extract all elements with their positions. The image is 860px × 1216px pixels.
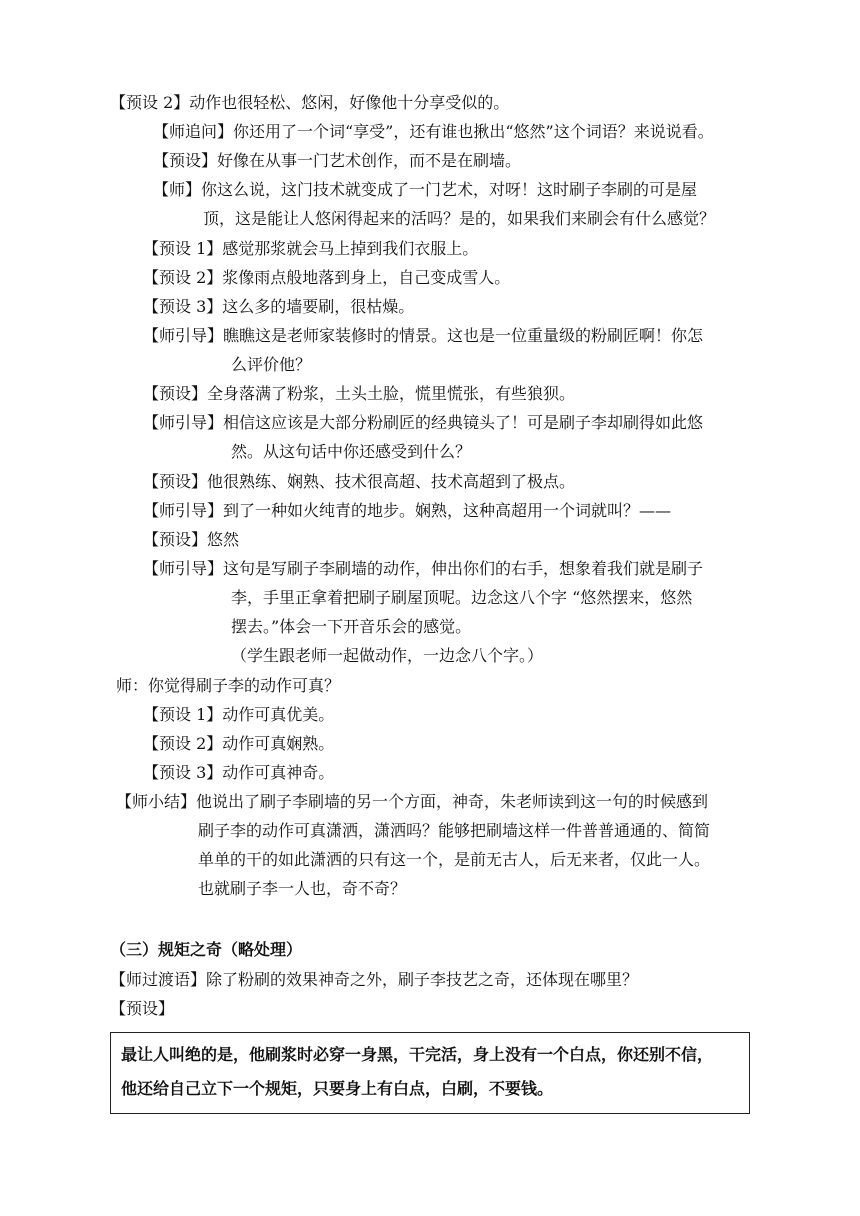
text-line: 【师小结】他说出了刷子李刷墙的另一个方面，神奇，朱老师读到这一句的时候感到 (116, 792, 709, 811)
text-line: 【师过渡语】除了粉刷的效果神奇之外，刷子李技艺之奇，还体现在哪里？ (110, 970, 639, 989)
text-line: 李，手里正拿着把刷子刷屋顶呢。边念这八个字 “悠然摆来，悠然 (231, 588, 693, 607)
text-line: 【师引导】瞧瞧这是老师家装修时的情景。这也是一位重量级的粉刷匠啊！你怎 (143, 326, 704, 345)
text-line: 【师追问】你还用了一个词“享受”，还有谁也揪出“悠然”这个词语？来说说看。 (153, 122, 714, 141)
quote-box (110, 1032, 750, 1114)
text-line: 【预设 3】动作可真神奇。 (143, 763, 335, 782)
quote-line: 最让人叫绝的是，他刷浆时必穿一身黑，干完活，身上没有一个白点，你还别不信， (121, 1045, 714, 1064)
text-line: 单单的干的如此潇洒的只有这一个，是前无古人，后无来者，仅此一人。 (198, 850, 711, 869)
text-line: 顶，这是能让人悠闲得起来的活吗？是的，如果我们来刷会有什么感觉？ (203, 209, 716, 228)
text-line: 【预设 3】这么多的墙要刷，很枯燥。 (143, 297, 415, 316)
text-line: 【预设 1】动作可真优美。 (143, 705, 335, 724)
text-line: 【预设】他很熟练、娴熟、技术很高超、技术高超到了极点。 (143, 472, 576, 491)
text-line: 师：你觉得刷子李的动作可真？ (116, 676, 341, 695)
text-line: 摆去。”体会一下开音乐会的感觉。 (231, 617, 472, 636)
text-line: 刷子李的动作可真潇洒，潇洒吗？能够把刷墙这样一件普普通通的、简简 (198, 821, 711, 840)
text-line: （学生跟老师一起做动作，一边念八个字。） (231, 646, 544, 665)
text-line: 【预设 2】浆像雨点般地落到身上，自己变成雪人。 (143, 268, 511, 287)
text-line: 【师引导】相信这应该是大部分粉刷匠的经典镜头了！可是刷子李却刷得如此悠 (143, 413, 704, 432)
text-line: 【预设】 (110, 999, 175, 1018)
text-line: 也就刷子李一人也，奇不奇？ (198, 879, 407, 898)
section-heading: （三）规矩之奇（略处理） (110, 940, 303, 959)
text-line: 然。从这句话中你还感受到什么？ (231, 442, 472, 461)
text-line: 么评价他？ (231, 355, 312, 374)
text-line: 【预设 1】感觉那浆就会马上掉到我们衣服上。 (143, 239, 479, 258)
quote-line: 他还给自己立下一个规矩，只要身上有白点，白刷，不要钱。 (121, 1079, 554, 1098)
text-line: 【预设 2】动作可真娴熟。 (143, 734, 335, 753)
text-line: 【师】你这么说，这门技术就变成了一门艺术，对呀！这时刷子李刷的可是屋 (153, 180, 698, 199)
text-line: 【预设 2】动作也很轻松、悠闲，好像他十分享受似的。 (110, 93, 510, 112)
text-line: 【师引导】这句是写刷子李刷墙的动作，伸出你们的右手，想象着我们就是刷子 (143, 559, 704, 578)
text-line: 【预设】好像在从事一门艺术创作，而不是在刷墙。 (153, 151, 522, 170)
text-line: 【预设】全身落满了粉浆，土头土脸，慌里慌张，有些狼狈。 (143, 384, 576, 403)
text-line: 【预设】悠然 (143, 530, 240, 549)
text-line: 【师引导】到了一种如火纯青的地步。娴熟，这种高超用一个词就叫？—— (143, 501, 672, 520)
